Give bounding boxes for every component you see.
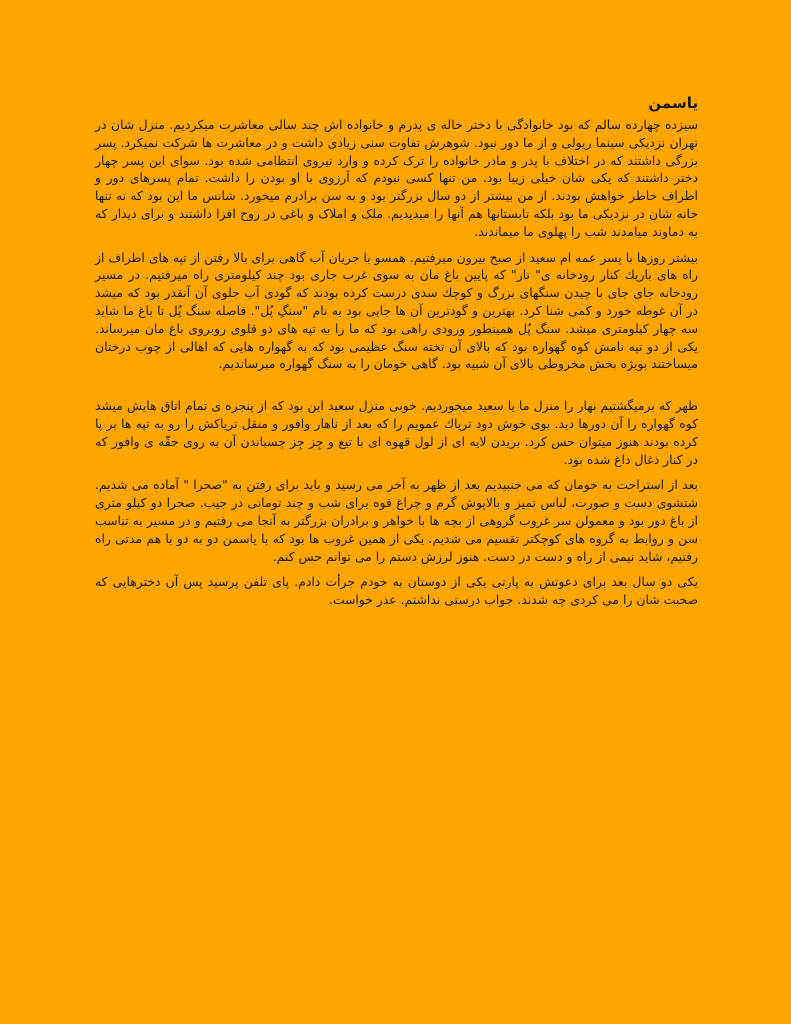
- paragraph-5: یکی دو سال بعد برای دعوتش به پارتی یکی از دوستان به خودم جرأت دادم. پای تلفن پرسید پس آن دخترهایی که صحبت شان را می کردی چه شدند. جواب درستی نداشتم. عذر خواست.: [95, 574, 698, 608]
- paragraph-2: بیشتر روزها با پسر عمه ام سعید از صبح بیرون میرفتیم. همسو با جریان آب گاهی برای بالا رفتن از تپه های اطراف از راه های باریك كنار رودخانه ی" تار" که پایین باغ مان به سوی غرب جاری بود چند کیلومتری راه میرفتیم. در مسیر رودخانه جای جای با چیدن سنگهای بزرگ و کوچك سدی درست کرده بودند که گودی آب جلوی آن آنقدر بود که میشد در آن غوطه خورد و کمی شنا کرد. بهترین و گودترین آن ها جایی بود به نام "سنگِ پُل". فاصله سنگ پُل تا باغ ما شاید سه چهار کیلومتری میشد. سنگ پُل همینطور ورودی راهی بود که ما را به تپه های دو قلوی روبروی باغ مان میرساند. یکی از دو تپه نامش کوه گهواره بود که بالای آن تخته سنگ عظیمی بود که به گهواره هایی که اهالی از چوب درختان میساختند بویژه بخش مخروطی بالای آن شبیه بود. گاهی خومان را به سنگ گهواره میرساندیم.: [95, 249, 698, 372]
- paragraph-3: ظهر که برمیگشتیم نهار را منزل ما یا سعید میخوردیم. خوبی منزل سعید این بود که از پنجره ی تمام اتاق هایش میشد کوه گهواره را آن دورها دید. بوی خوش دود تریاك عمویم را که بعد از ناهار وافور و منقل تریاکش را رو به تپه ها بر پا کرده بودند هنوز میتوان حس کرد. بریدن لایه ای از لول قهوه ای با تیغ و جِز جِز چسباندن آن به روی حقّه ی وافور که در کنار ذغال داغ شده بود.: [95, 398, 698, 467]
- paragraph-4: بعد از استراحت به خومان که می جنبیدیم بعد از ظهر به آخر می رسید و باید برای رفتن به "صحرا " آماده می شدیم. شتشوی دست و صورت، لباس تمیز و بالاپوش گرم و چراغ قوه برای شب و چند تومانی در جیب. صحرا دو کیلو متری از باغ دور بود و معمولن سر غروب گروهی از بچه ها با خواهر و برادران بزرگتر به آنجا می رفتیم و در مسیر به تناسب سن و روابط به گروه های کوچکتر تقسیم می شدیم. یکی از همین غروب ها بود که با یاسمن دو به دو با هم مدتی راه رفتیم، شاید نیمی از راه و دست در دست. هنوز لرزش دستم را می توانم حس کنم.: [95, 477, 698, 564]
- document-page: [95, 92, 698, 617]
- document-title: یاسمن: [648, 94, 698, 112]
- paragraph-1: سیزده چهارده سالم که بود خانوادگی با دختر خاله ی پدرم و خانواده اش چند سالی معاشرت میکردیم. منزل شان در تهران نزدیکی سینما ریولی و از ما دور نبود. شوهرش تفاوت سنی زیادی داشت و در معاشرت ها شرکت نمیکرد. پسر بزرگی داشتند که در اختلاف با پدر و مادر خانواده را ترک کرده و وارد نیروی انتظامی شده بود. سوای این پسر چهار دختر داشتند که یکی شان خیلی زیبا بود. من تنها کسی نبودم که آرزوی با او بودن را داشت. تمام پسرهای دور و اطراف خاطر خواهش بودند. از من بیشتر از دو سال بزرگتر بود و به سن برادرم میخورد. شانس ما این بود که نه تنها خانه شان در نزدیکی ما بود بلکه تابستانها هم آنها را میدیدیم. ملک و املاک و باغی در روح افزا داشتند و برای دیدار که به دماوند میامدند شب را پهلوی ما میماندند.: [95, 117, 698, 239]
